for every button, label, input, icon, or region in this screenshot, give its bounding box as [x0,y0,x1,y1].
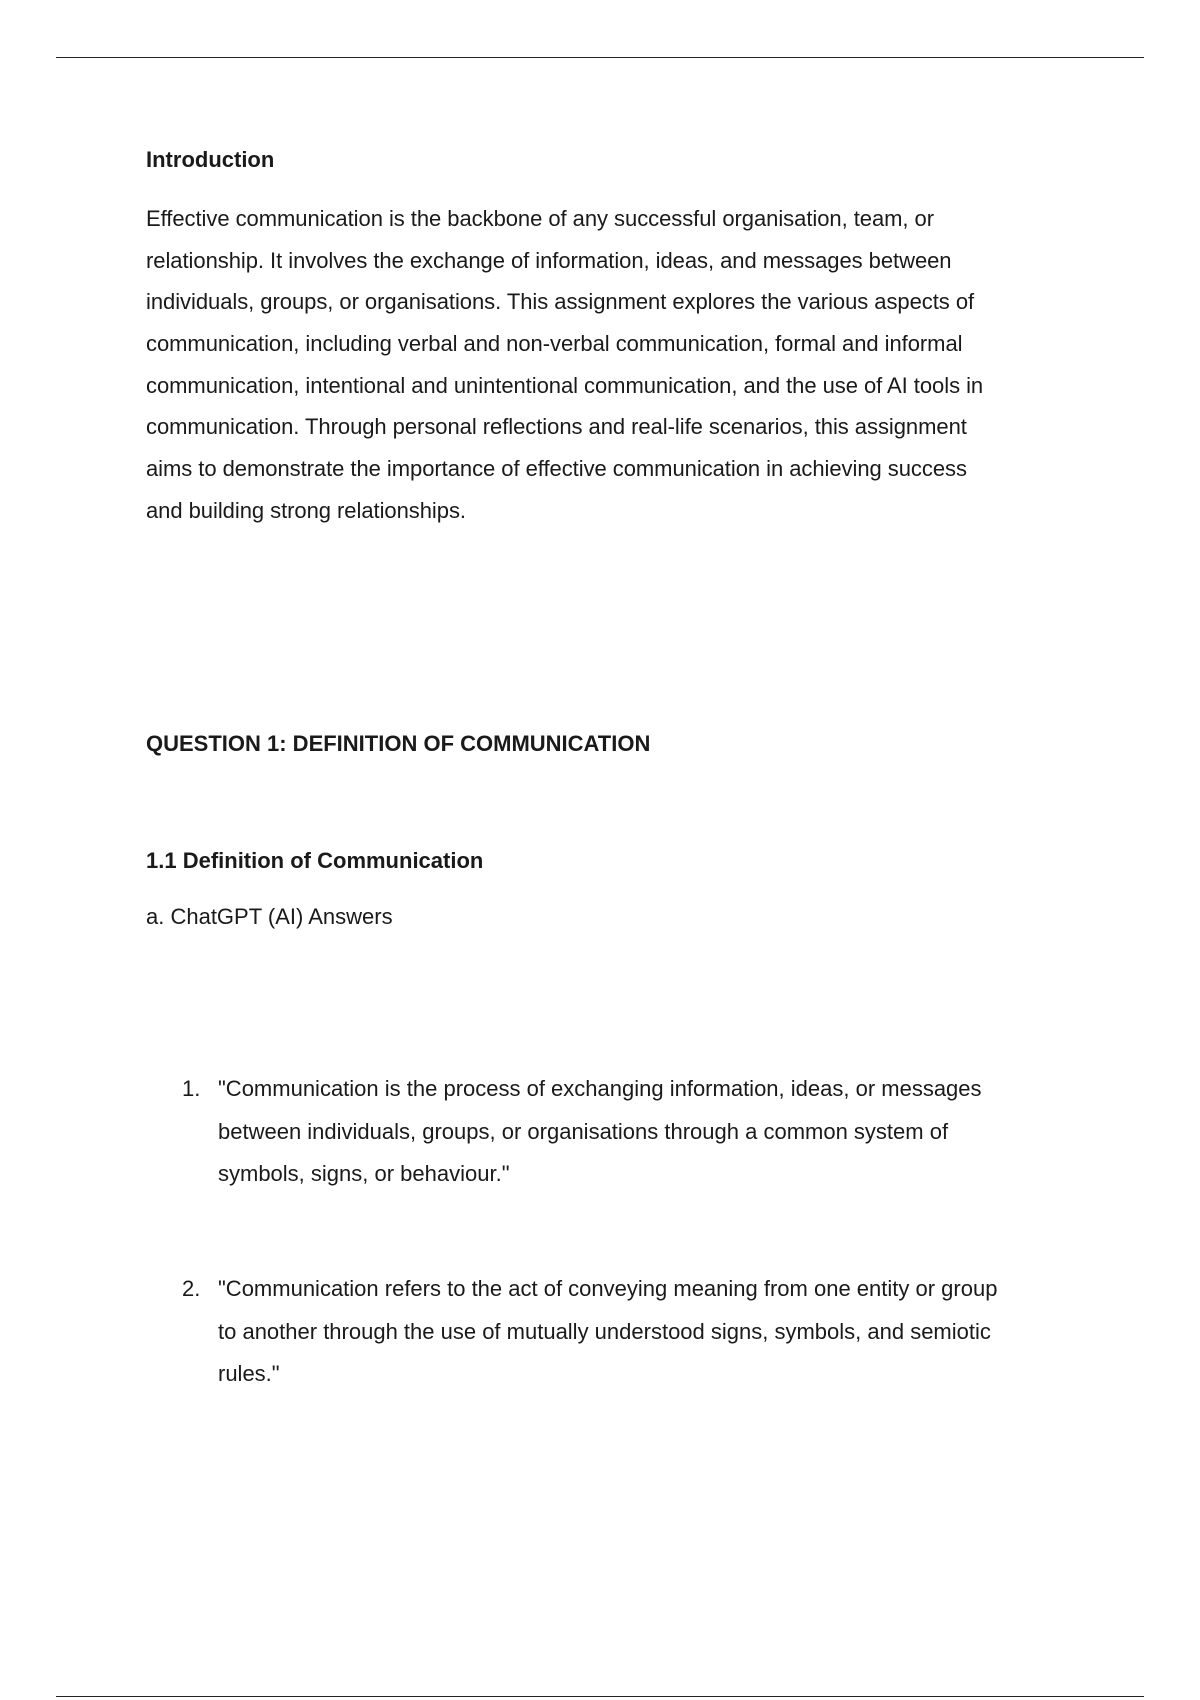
definition-text [218,1068,1098,1196]
definition-subheading-bold: 1.1 Definition of Communicatio [146,848,470,873]
introduction-line: communication. Through personal reflections and real-life scenarios, this assignment [146,414,967,440]
introduction-line: relationship. It involves the exchange of information, ideas, and messages between [146,247,952,273]
definition-subheading [146,847,483,875]
answers-label: a. ChatGPT (AI) Answers [146,904,393,929]
introduction-line: communication, intentional and unintentional communication, and the use of AI tools in [146,372,984,398]
introduction-paragraph [146,198,1086,532]
definition-text [218,1268,1098,1396]
list-number: 2. [182,1276,201,1301]
definition-line: between individuals, groups, or organisations through a common system of [218,1118,949,1144]
definition-line: rules." [218,1361,280,1386]
introduction-line: aims to demonstrate the importance of effective communication in achieving success [146,456,967,482]
introduction-heading: Introduction [146,147,275,172]
definition-line: "Communication is the process of exchanging information, ideas, or messages [218,1076,982,1101]
definition-subheading-rest: n [469,848,484,873]
definition-line: to another through the use of mutually understood signs, symbols, and semiotic [218,1318,991,1344]
introduction-line: and building strong relationships. [146,497,466,523]
page-bottom-rule [56,1696,1144,1697]
introduction-line: individuals, groups, or organisations. This assignment explores the various aspects of [146,289,975,315]
definition-line: symbols, signs, or behaviour." [218,1161,510,1186]
page-top-rule [56,57,1144,58]
introduction-line: Effective communication is the backbone of any successful organisation, team, or [146,206,935,231]
question-1-heading: QUESTION 1: DEFINITION OF COMMUNICATION [146,731,651,756]
definition-line: "Communication refers to the act of conveying meaning from one entity or group [218,1276,998,1301]
introduction-line: communication, including verbal and non-verbal communication, formal and informal [146,331,963,357]
list-number: 1. [182,1076,201,1101]
